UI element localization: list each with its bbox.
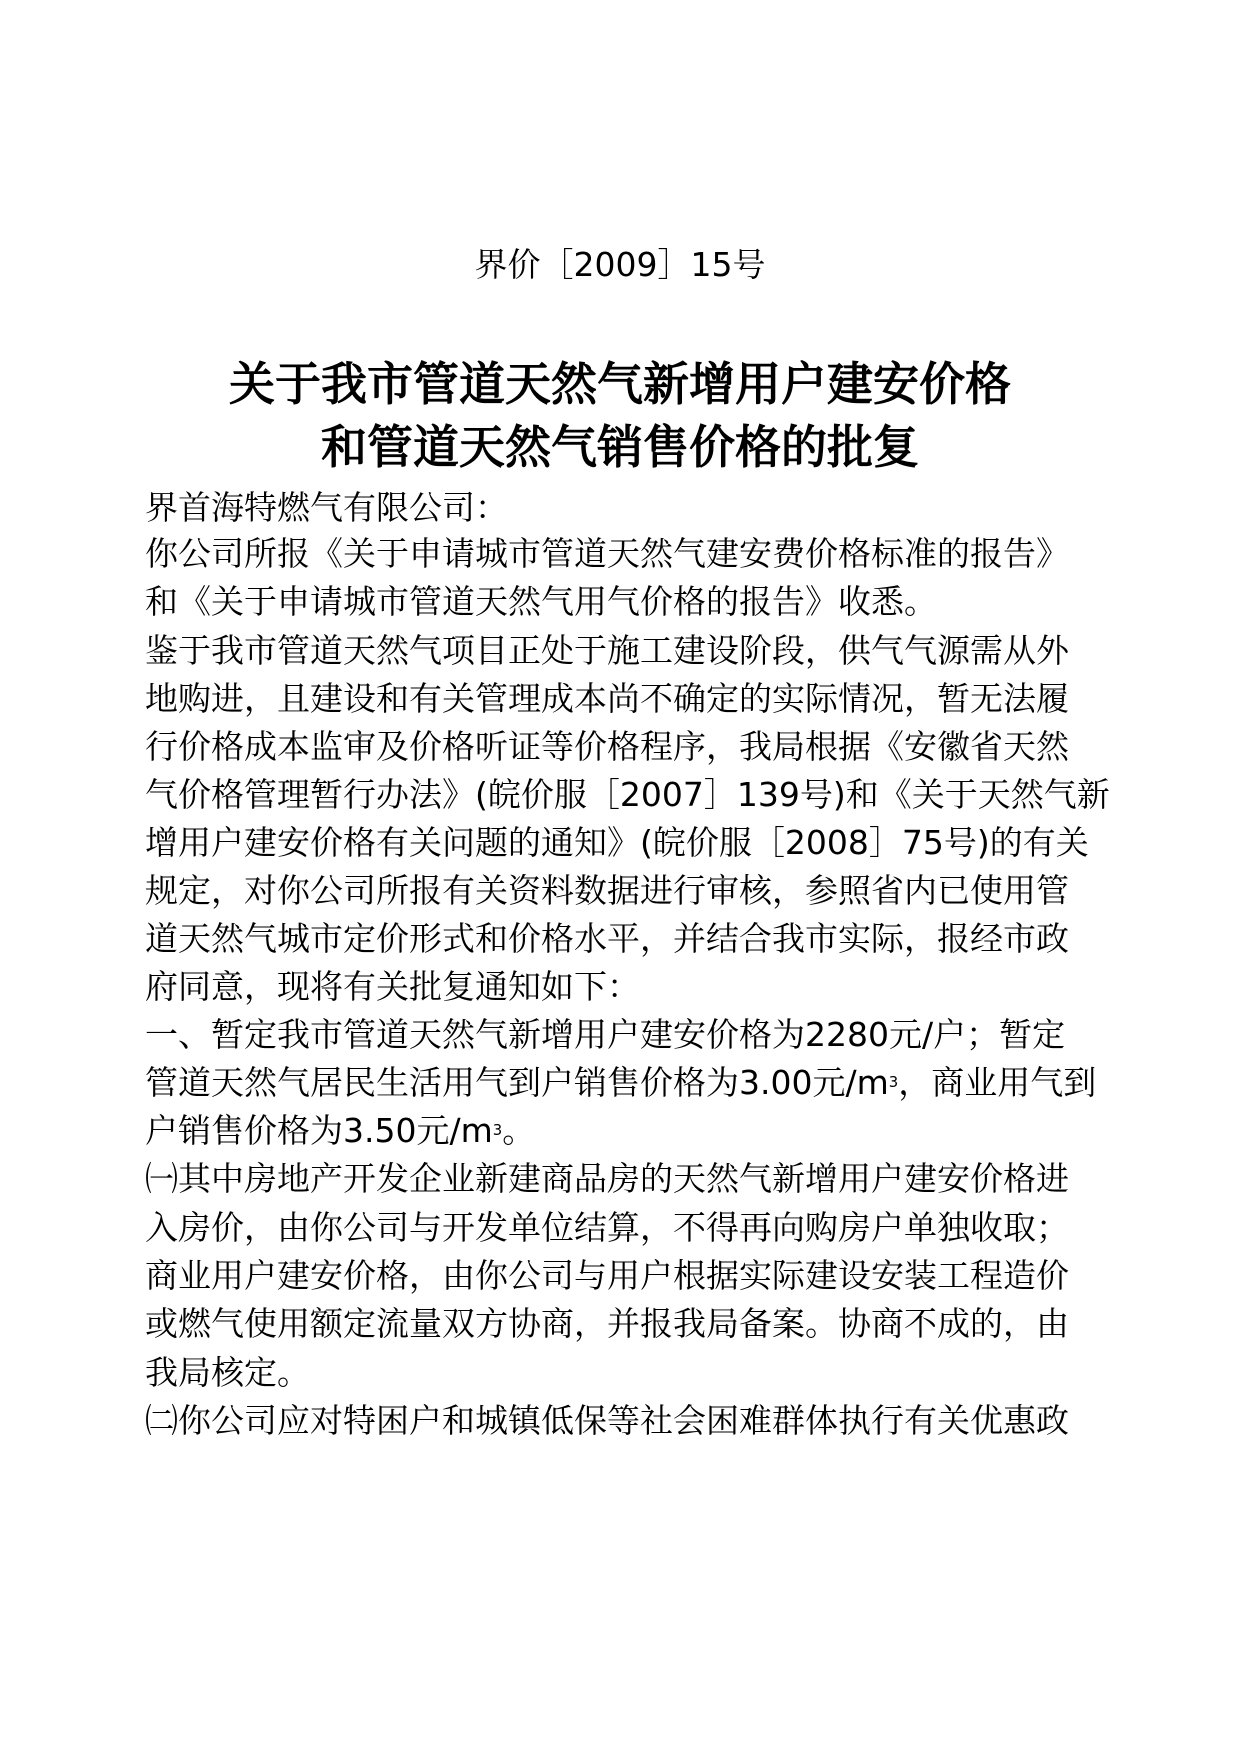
body-line: 府同意，现将有关批复通知如下： <box>145 967 640 1006</box>
sub-item-line: ㈡你公司应对特困户和城镇低保等社会困难群体执行有关优惠政 <box>145 1401 1069 1440</box>
sub-item-line: 或燃气使用额定流量双方协商，并报我局备案。协商不成的，由 <box>145 1304 1069 1343</box>
body-line: 规定，对你公司所报有关资料数据进行审核，参照省内已使用管 <box>145 871 1069 910</box>
sub-item-line: 入房价，由你公司与开发单位结算，不得再向购房户单独收取； <box>145 1208 1069 1247</box>
unit-superscript: 3 <box>888 1072 899 1091</box>
document-number: 界价［2009］15号 <box>474 245 766 284</box>
item-one-line: 一、暂定我市管道天然气新增用户建安价格为2280元/户；暂定 <box>145 1015 1066 1054</box>
body-line: 你公司所报《关于申请城市管道天然气建安费价格标准的报告》 <box>145 534 1069 573</box>
body-line: 行价格成本监审及价格听证等价格程序，我局根据《安徽省天然 <box>145 727 1069 766</box>
sub-item-line: 我局核定。 <box>145 1353 310 1392</box>
item-one-line <box>145 1059 1096 1107</box>
body-line: 增用户建安价格有关问题的通知》(皖价服［2008］75号)的有关 <box>145 823 1089 862</box>
document-title-line-1: 关于我市管道天然气新增用户建安价格 <box>229 357 1011 411</box>
body-line: 鉴于我市管道天然气项目正处于施工建设阶段，供气气源需从外 <box>145 631 1069 670</box>
addressee: 界首海特燃气有限公司： <box>145 488 508 527</box>
price-text: 户销售价格为3.50元/m <box>145 1111 493 1150</box>
sub-item-line: ㈠其中房地产开发企业新建商品房的天然气新增用户建安价格进 <box>145 1159 1069 1198</box>
unit-superscript: 3 <box>492 1120 503 1139</box>
sub-item-line: 商业用户建安价格，由你公司与用户根据实际建设安装工程造价 <box>145 1256 1069 1295</box>
body-line: 地购进，且建设和有关管理成本尚不确定的实际情况，暂无法履 <box>145 679 1069 718</box>
body-line: 和《关于申请城市管道天然气用气价格的报告》收悉。 <box>145 582 937 621</box>
document-title-line-2: 和管道天然气销售价格的批复 <box>321 420 919 474</box>
body-line: 气价格管理暂行办法》(皖价服［2007］139号)和《关于天然气新 <box>145 775 1110 814</box>
body-line: 道天然气城市定价形式和价格水平，并结合我市实际，报经市政 <box>145 919 1069 958</box>
price-text: ，商业用气到 <box>898 1063 1097 1102</box>
item-one-line <box>145 1107 535 1155</box>
price-text: 。 <box>502 1111 536 1150</box>
price-text: 管道天然气居民生活用气到户销售价格为3.00元/m <box>145 1063 889 1102</box>
